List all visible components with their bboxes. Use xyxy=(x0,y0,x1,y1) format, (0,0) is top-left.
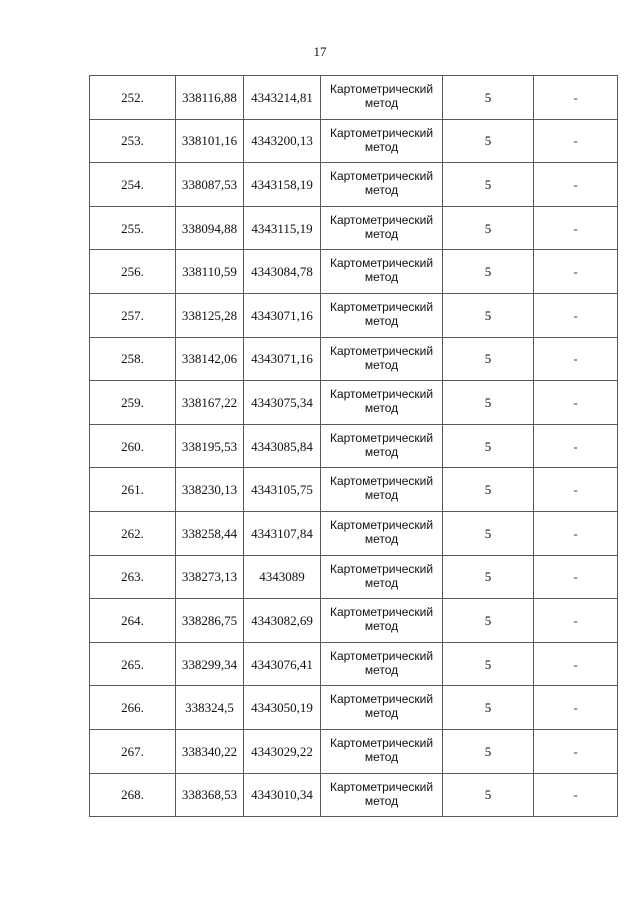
table-row xyxy=(90,206,618,250)
point-number-cell: 267. xyxy=(90,729,176,773)
coordinates-table xyxy=(89,75,618,817)
table-row xyxy=(90,76,618,120)
point-number-cell: 252. xyxy=(90,76,176,120)
method-cell xyxy=(321,729,443,773)
method-line-1: Картометрический xyxy=(329,430,434,445)
description-cell: - xyxy=(534,250,618,294)
method-line-1: Картометрический xyxy=(329,343,434,358)
x-coordinate-cell: 338340,22 xyxy=(176,729,244,773)
y-coordinate-cell: 4343107,84 xyxy=(244,511,321,555)
method-cell xyxy=(321,599,443,643)
point-number-cell: 254. xyxy=(90,163,176,207)
precision-cell: 5 xyxy=(443,555,534,599)
y-coordinate-cell: 4343082,69 xyxy=(244,599,321,643)
description-cell: - xyxy=(534,599,618,643)
table-row xyxy=(90,642,618,686)
method-line-1: Картометрический xyxy=(329,605,434,620)
y-coordinate-cell: 4343050,19 xyxy=(244,686,321,730)
table-row xyxy=(90,424,618,468)
method-line-2: метод xyxy=(364,313,399,328)
method-line-2: метод xyxy=(364,575,399,590)
description-cell: - xyxy=(534,555,618,599)
y-coordinate-cell: 4343089 xyxy=(244,555,321,599)
description-cell: - xyxy=(534,773,618,817)
method-cell xyxy=(321,555,443,599)
method-cell xyxy=(321,511,443,555)
y-coordinate-cell: 4343071,16 xyxy=(244,337,321,381)
y-coordinate-cell: 4343214,81 xyxy=(244,76,321,120)
method-line-1: Картометрический xyxy=(329,169,434,184)
x-coordinate-cell: 338142,06 xyxy=(176,337,244,381)
description-cell: - xyxy=(534,729,618,773)
method-line-2: метод xyxy=(364,270,399,285)
method-line-1: Картометрический xyxy=(329,779,434,794)
table-row xyxy=(90,511,618,555)
method-cell xyxy=(321,76,443,120)
method-cell xyxy=(321,250,443,294)
precision-cell: 5 xyxy=(443,250,534,294)
x-coordinate-cell: 338110,59 xyxy=(176,250,244,294)
precision-cell: 5 xyxy=(443,424,534,468)
point-number-cell: 268. xyxy=(90,773,176,817)
method-line-1: Картометрический xyxy=(329,692,434,707)
table-row xyxy=(90,293,618,337)
description-cell: - xyxy=(534,119,618,163)
method-line-2: метод xyxy=(364,793,399,808)
method-line-2: метод xyxy=(364,357,399,372)
table-row xyxy=(90,555,618,599)
point-number-cell: 260. xyxy=(90,424,176,468)
coordinates-table-body xyxy=(90,76,618,817)
method-line-1: Картометрический xyxy=(329,299,434,314)
description-cell: - xyxy=(534,293,618,337)
method-line-2: метод xyxy=(364,706,399,721)
method-line-2: метод xyxy=(364,531,399,546)
method-cell xyxy=(321,468,443,512)
precision-cell: 5 xyxy=(443,206,534,250)
y-coordinate-cell: 4343071,16 xyxy=(244,293,321,337)
point-number-cell: 261. xyxy=(90,468,176,512)
point-number-cell: 266. xyxy=(90,686,176,730)
method-cell xyxy=(321,642,443,686)
precision-cell: 5 xyxy=(443,599,534,643)
x-coordinate-cell: 338116,88 xyxy=(176,76,244,120)
precision-cell: 5 xyxy=(443,511,534,555)
method-cell xyxy=(321,381,443,425)
method-line-1: Картометрический xyxy=(329,517,434,532)
method-line-1: Картометрический xyxy=(329,125,434,140)
x-coordinate-cell: 338125,28 xyxy=(176,293,244,337)
table-row xyxy=(90,250,618,294)
method-cell xyxy=(321,424,443,468)
point-number-cell: 259. xyxy=(90,381,176,425)
x-coordinate-cell: 338167,22 xyxy=(176,381,244,425)
precision-cell: 5 xyxy=(443,642,534,686)
method-cell xyxy=(321,206,443,250)
method-line-1: Картометрический xyxy=(329,256,434,271)
x-coordinate-cell: 338195,53 xyxy=(176,424,244,468)
method-cell xyxy=(321,337,443,381)
y-coordinate-cell: 4343085,84 xyxy=(244,424,321,468)
table-row xyxy=(90,381,618,425)
method-cell xyxy=(321,163,443,207)
description-cell: - xyxy=(534,76,618,120)
method-line-2: метод xyxy=(364,96,399,110)
description-cell: - xyxy=(534,642,618,686)
method-line-1: Картометрический xyxy=(329,735,434,750)
y-coordinate-cell: 4343105,75 xyxy=(244,468,321,512)
table-row xyxy=(90,773,618,817)
precision-cell: 5 xyxy=(443,337,534,381)
method-line-2: метод xyxy=(364,226,399,241)
method-line-1: Картометрический xyxy=(329,474,434,489)
x-coordinate-cell: 338258,44 xyxy=(176,511,244,555)
precision-cell: 5 xyxy=(443,119,534,163)
y-coordinate-cell: 4343200,13 xyxy=(244,119,321,163)
point-number-cell: 253. xyxy=(90,119,176,163)
method-cell xyxy=(321,293,443,337)
description-cell: - xyxy=(534,163,618,207)
precision-cell: 5 xyxy=(443,773,534,817)
table-row xyxy=(90,163,618,207)
description-cell: - xyxy=(534,468,618,512)
y-coordinate-cell: 4343075,34 xyxy=(244,381,321,425)
x-coordinate-cell: 338286,75 xyxy=(176,599,244,643)
description-cell: - xyxy=(534,337,618,381)
table-row xyxy=(90,337,618,381)
description-cell: - xyxy=(534,381,618,425)
point-number-cell: 257. xyxy=(90,293,176,337)
description-cell: - xyxy=(534,206,618,250)
precision-cell: 5 xyxy=(443,729,534,773)
method-line-1: Картометрический xyxy=(329,561,434,576)
y-coordinate-cell: 4343158,19 xyxy=(244,163,321,207)
method-line-1: Картометрический xyxy=(329,212,434,227)
precision-cell: 5 xyxy=(443,468,534,512)
point-number-cell: 258. xyxy=(90,337,176,381)
precision-cell: 5 xyxy=(443,76,534,120)
x-coordinate-cell: 338101,16 xyxy=(176,119,244,163)
method-line-2: метод xyxy=(364,488,399,503)
y-coordinate-cell: 4343029,22 xyxy=(244,729,321,773)
point-number-cell: 265. xyxy=(90,642,176,686)
y-coordinate-cell: 4343010,34 xyxy=(244,773,321,817)
table-row xyxy=(90,686,618,730)
y-coordinate-cell: 4343084,78 xyxy=(244,250,321,294)
point-number-cell: 255. xyxy=(90,206,176,250)
method-line-2: метод xyxy=(364,401,399,416)
page-number: 17 xyxy=(313,44,327,59)
x-coordinate-cell: 338324,5 xyxy=(176,686,244,730)
point-number-cell: 262. xyxy=(90,511,176,555)
method-cell xyxy=(321,773,443,817)
method-line-2: метод xyxy=(364,183,399,198)
x-coordinate-cell: 338273,13 xyxy=(176,555,244,599)
x-coordinate-cell: 338230,13 xyxy=(176,468,244,512)
description-cell: - xyxy=(534,424,618,468)
precision-cell: 5 xyxy=(443,686,534,730)
point-number-cell: 256. xyxy=(90,250,176,294)
method-line-2: метод xyxy=(364,749,399,764)
method-line-2: метод xyxy=(364,619,399,634)
description-cell: - xyxy=(534,511,618,555)
precision-cell: 5 xyxy=(443,293,534,337)
method-line-1: Картометрический xyxy=(329,387,434,402)
y-coordinate-cell: 4343115,19 xyxy=(244,206,321,250)
x-coordinate-cell: 338094,88 xyxy=(176,206,244,250)
point-number-cell: 263. xyxy=(90,555,176,599)
method-line-1: Картометрический xyxy=(329,82,434,96)
x-coordinate-cell: 338299,34 xyxy=(176,642,244,686)
table-row xyxy=(90,468,618,512)
method-cell xyxy=(321,119,443,163)
precision-cell: 5 xyxy=(443,163,534,207)
description-cell: - xyxy=(534,686,618,730)
table-row xyxy=(90,119,618,163)
method-cell xyxy=(321,686,443,730)
table-row xyxy=(90,729,618,773)
method-line-2: метод xyxy=(364,662,399,677)
x-coordinate-cell: 338087,53 xyxy=(176,163,244,207)
y-coordinate-cell: 4343076,41 xyxy=(244,642,321,686)
precision-cell: 5 xyxy=(443,381,534,425)
table-row xyxy=(90,599,618,643)
x-coordinate-cell: 338368,53 xyxy=(176,773,244,817)
method-line-2: метод xyxy=(364,139,399,154)
point-number-cell: 264. xyxy=(90,599,176,643)
method-line-2: метод xyxy=(364,444,399,459)
method-line-1: Картометрический xyxy=(329,648,434,663)
